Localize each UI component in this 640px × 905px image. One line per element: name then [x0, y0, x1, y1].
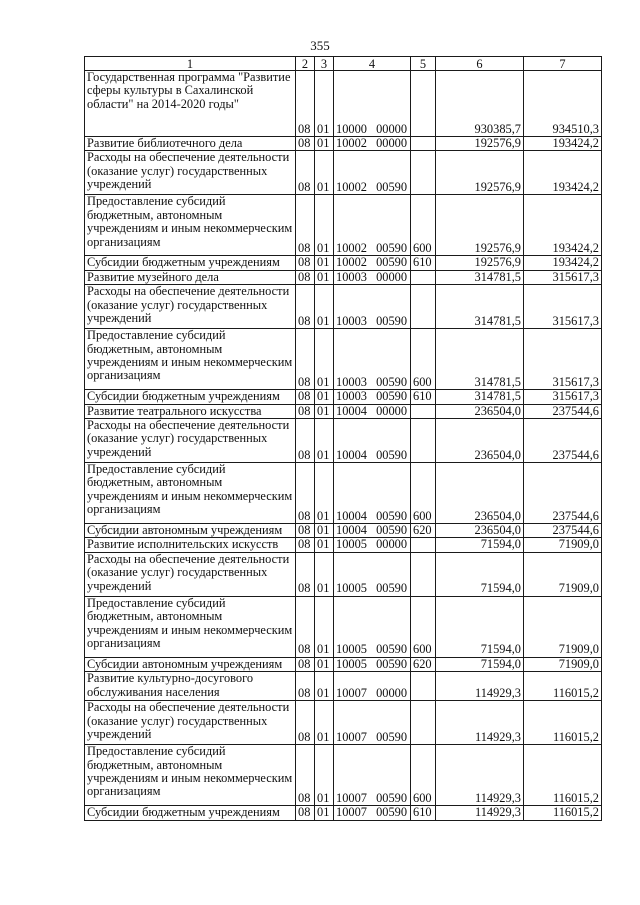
- target-article-cell: 10007 00590: [334, 806, 411, 820]
- amount-col6-cell: 236504,0: [436, 524, 524, 538]
- section-code-cell: 08: [296, 419, 315, 463]
- expense-type-cell: [411, 285, 436, 329]
- subsection-code-cell: 01: [315, 701, 334, 745]
- subsection-code-cell: 01: [315, 195, 334, 256]
- table-row: [85, 71, 602, 137]
- amount-col7-cell: 237544,6: [524, 524, 602, 538]
- row-name-cell: Предоставление субсидий бюджетным, автономным учреждениям и иным некоммерческим организациям: [85, 745, 296, 806]
- row-name-cell: Предоставление субсидий бюджетным, автономным учреждениям и иным некоммерческим организациям: [85, 596, 296, 657]
- expense-type-cell: [411, 71, 436, 137]
- section-code-cell: 08: [296, 329, 315, 390]
- section-code-cell: 08: [296, 672, 315, 701]
- row-name-cell: Субсидии бюджетным учреждениям: [85, 256, 296, 270]
- column-header-3: 3: [315, 57, 334, 71]
- table-row: [85, 329, 602, 390]
- row-name-cell: Расходы на обеспечение деятельности (оказание услуг) государственных учреждений: [85, 151, 296, 195]
- table-row: [85, 524, 602, 538]
- section-code-cell: 08: [296, 538, 315, 552]
- amount-col6-cell: 114929,3: [436, 745, 524, 806]
- expense-type-cell: [411, 538, 436, 552]
- target-article-cell: 10007 00590: [334, 745, 411, 806]
- expense-type-cell: 610: [411, 390, 436, 404]
- amount-col7-cell: 315617,3: [524, 390, 602, 404]
- section-code-cell: 08: [296, 596, 315, 657]
- subsection-code-cell: 01: [315, 404, 334, 418]
- section-code-cell: 08: [296, 701, 315, 745]
- amount-col6-cell: 192576,9: [436, 256, 524, 270]
- subsection-code-cell: 01: [315, 672, 334, 701]
- header-row: [85, 57, 602, 71]
- section-code-cell: 08: [296, 137, 315, 151]
- expense-type-cell: [411, 151, 436, 195]
- amount-col6-cell: 114929,3: [436, 701, 524, 745]
- row-name-cell: Предоставление субсидий бюджетным, автономным учреждениям и иным некоммерческим организациям: [85, 463, 296, 524]
- table-row: [85, 195, 602, 256]
- subsection-code-cell: 01: [315, 657, 334, 671]
- section-code-cell: 08: [296, 552, 315, 596]
- row-name-cell: Развитие культурно-досугового обслуживания населения: [85, 672, 296, 701]
- target-article-cell: 10000 00000: [334, 71, 411, 137]
- table-row: [85, 745, 602, 806]
- table-row: [85, 270, 602, 284]
- target-article-cell: 10007 00000: [334, 672, 411, 701]
- subsection-code-cell: 01: [315, 419, 334, 463]
- column-header-7: 7: [524, 57, 602, 71]
- subsection-code-cell: 01: [315, 270, 334, 284]
- amount-col6-cell: 236504,0: [436, 404, 524, 418]
- subsection-code-cell: 01: [315, 329, 334, 390]
- section-code-cell: 08: [296, 390, 315, 404]
- section-code-cell: 08: [296, 285, 315, 329]
- expense-type-cell: 610: [411, 806, 436, 820]
- table-row: [85, 285, 602, 329]
- table-row: [85, 806, 602, 820]
- row-name-cell: Развитие театрального искусства: [85, 404, 296, 418]
- amount-col7-cell: 193424,2: [524, 151, 602, 195]
- amount-col6-cell: 71594,0: [436, 657, 524, 671]
- target-article-cell: 10005 00590: [334, 552, 411, 596]
- subsection-code-cell: 01: [315, 285, 334, 329]
- target-article-cell: 10002 00590: [334, 195, 411, 256]
- expense-type-cell: 610: [411, 256, 436, 270]
- section-code-cell: 08: [296, 524, 315, 538]
- amount-col7-cell: 193424,2: [524, 256, 602, 270]
- amount-col7-cell: 116015,2: [524, 806, 602, 820]
- column-header-2: 2: [296, 57, 315, 71]
- subsection-code-cell: 01: [315, 390, 334, 404]
- table-row: [85, 390, 602, 404]
- column-header-4: 4: [334, 57, 411, 71]
- column-header-6: 6: [436, 57, 524, 71]
- row-name-cell: Развитие музейного дела: [85, 270, 296, 284]
- table-row: [85, 137, 602, 151]
- row-name-cell: Предоставление субсидий бюджетным, автономным учреждениям и иным некоммерческим организациям: [85, 329, 296, 390]
- target-article-cell: 10004 00590: [334, 463, 411, 524]
- amount-col6-cell: 192576,9: [436, 137, 524, 151]
- amount-col7-cell: 116015,2: [524, 701, 602, 745]
- row-name-cell: Государственная программа "Развитие сферы культуры в Сахалинской области" на 2014-2020 годы": [85, 71, 296, 137]
- amount-col7-cell: 71909,0: [524, 538, 602, 552]
- expense-type-cell: [411, 270, 436, 284]
- expense-type-cell: 600: [411, 195, 436, 256]
- section-code-cell: 08: [296, 657, 315, 671]
- amount-col7-cell: 934510,3: [524, 71, 602, 137]
- section-code-cell: 08: [296, 195, 315, 256]
- amount-col6-cell: 114929,3: [436, 672, 524, 701]
- target-article-cell: 10005 00590: [334, 596, 411, 657]
- amount-col7-cell: 315617,3: [524, 329, 602, 390]
- target-article-cell: 10002 00590: [334, 256, 411, 270]
- target-article-cell: 10007 00590: [334, 701, 411, 745]
- row-name-cell: Развитие библиотечного дела: [85, 137, 296, 151]
- row-name-cell: Развитие исполнительских искусств: [85, 538, 296, 552]
- expense-type-cell: 620: [411, 524, 436, 538]
- table-row: [85, 596, 602, 657]
- section-code-cell: 08: [296, 745, 315, 806]
- amount-col6-cell: 236504,0: [436, 463, 524, 524]
- amount-col7-cell: 116015,2: [524, 745, 602, 806]
- expense-type-cell: [411, 701, 436, 745]
- amount-col6-cell: 314781,5: [436, 285, 524, 329]
- amount-col7-cell: 315617,3: [524, 285, 602, 329]
- table-row: [85, 701, 602, 745]
- expense-type-cell: 600: [411, 329, 436, 390]
- amount-col7-cell: 193424,2: [524, 195, 602, 256]
- amount-col6-cell: 314781,5: [436, 270, 524, 284]
- amount-col6-cell: 930385,7: [436, 71, 524, 137]
- row-name-cell: Субсидии автономным учреждениям: [85, 524, 296, 538]
- row-name-cell: Предоставление субсидий бюджетным, автономным учреждениям и иным некоммерческим организациям: [85, 195, 296, 256]
- amount-col6-cell: 314781,5: [436, 329, 524, 390]
- row-name-cell: Расходы на обеспечение деятельности (оказание услуг) государственных учреждений: [85, 419, 296, 463]
- column-header-5: 5: [411, 57, 436, 71]
- subsection-code-cell: 01: [315, 745, 334, 806]
- target-article-cell: 10004 00000: [334, 404, 411, 418]
- section-code-cell: 08: [296, 806, 315, 820]
- subsection-code-cell: 01: [315, 256, 334, 270]
- expense-type-cell: [411, 137, 436, 151]
- row-name-cell: Субсидии бюджетным учреждениям: [85, 390, 296, 404]
- amount-col7-cell: 237544,6: [524, 404, 602, 418]
- subsection-code-cell: 01: [315, 524, 334, 538]
- subsection-code-cell: 01: [315, 538, 334, 552]
- section-code-cell: 08: [296, 270, 315, 284]
- expense-type-cell: [411, 552, 436, 596]
- expense-type-cell: 600: [411, 463, 436, 524]
- amount-col7-cell: 71909,0: [524, 596, 602, 657]
- amount-col7-cell: 237544,6: [524, 419, 602, 463]
- amount-col7-cell: 237544,6: [524, 463, 602, 524]
- subsection-code-cell: 01: [315, 151, 334, 195]
- section-code-cell: 08: [296, 404, 315, 418]
- table-row: [85, 463, 602, 524]
- table-row: [85, 419, 602, 463]
- row-name-cell: Субсидии бюджетным учреждениям: [85, 806, 296, 820]
- amount-col6-cell: 71594,0: [436, 538, 524, 552]
- target-article-cell: 10005 00000: [334, 538, 411, 552]
- amount-col7-cell: 71909,0: [524, 657, 602, 671]
- section-code-cell: 08: [296, 463, 315, 524]
- subsection-code-cell: 01: [315, 463, 334, 524]
- amount-col6-cell: 192576,9: [436, 151, 524, 195]
- page-number: 355: [310, 38, 330, 53]
- row-name-cell: Расходы на обеспечение деятельности (оказание услуг) государственных учреждений: [85, 552, 296, 596]
- amount-col7-cell: 71909,0: [524, 552, 602, 596]
- target-article-cell: 10003 00000: [334, 270, 411, 284]
- expense-type-cell: 600: [411, 745, 436, 806]
- amount-col6-cell: 314781,5: [436, 390, 524, 404]
- target-article-cell: 10003 00590: [334, 285, 411, 329]
- amount-col6-cell: 114929,3: [436, 806, 524, 820]
- target-article-cell: 10002 00000: [334, 137, 411, 151]
- amount-col6-cell: 236504,0: [436, 419, 524, 463]
- amount-col7-cell: 193424,2: [524, 137, 602, 151]
- subsection-code-cell: 01: [315, 552, 334, 596]
- amount-col6-cell: 71594,0: [436, 596, 524, 657]
- amount-col7-cell: 116015,2: [524, 672, 602, 701]
- target-article-cell: 10004 00590: [334, 524, 411, 538]
- expense-type-cell: [411, 672, 436, 701]
- target-article-cell: 10004 00590: [334, 419, 411, 463]
- amount-col6-cell: 192576,9: [436, 195, 524, 256]
- section-code-cell: 08: [296, 151, 315, 195]
- target-article-cell: 10003 00590: [334, 329, 411, 390]
- subsection-code-cell: 01: [315, 596, 334, 657]
- amount-col6-cell: 71594,0: [436, 552, 524, 596]
- table-row: [85, 538, 602, 552]
- subsection-code-cell: 01: [315, 71, 334, 137]
- subsection-code-cell: 01: [315, 806, 334, 820]
- target-article-cell: 10003 00590: [334, 390, 411, 404]
- expense-type-cell: [411, 404, 436, 418]
- table-row: [85, 672, 602, 701]
- column-header-1: 1: [85, 57, 296, 71]
- table-row: [85, 552, 602, 596]
- table-body: [85, 71, 602, 821]
- expense-type-cell: 600: [411, 596, 436, 657]
- section-code-cell: 08: [296, 71, 315, 137]
- budget-table: [84, 56, 602, 821]
- row-name-cell: Расходы на обеспечение деятельности (оказание услуг) государственных учреждений: [85, 701, 296, 745]
- row-name-cell: Расходы на обеспечение деятельности (оказание услуг) государственных учреждений: [85, 285, 296, 329]
- amount-col7-cell: 315617,3: [524, 270, 602, 284]
- row-name-cell: Субсидии автономным учреждениям: [85, 657, 296, 671]
- table-row: [85, 151, 602, 195]
- subsection-code-cell: 01: [315, 137, 334, 151]
- section-code-cell: 08: [296, 256, 315, 270]
- table-row: [85, 256, 602, 270]
- table-row: [85, 404, 602, 418]
- table-row: [85, 657, 602, 671]
- expense-type-cell: 620: [411, 657, 436, 671]
- target-article-cell: 10005 00590: [334, 657, 411, 671]
- expense-type-cell: [411, 419, 436, 463]
- target-article-cell: 10002 00590: [334, 151, 411, 195]
